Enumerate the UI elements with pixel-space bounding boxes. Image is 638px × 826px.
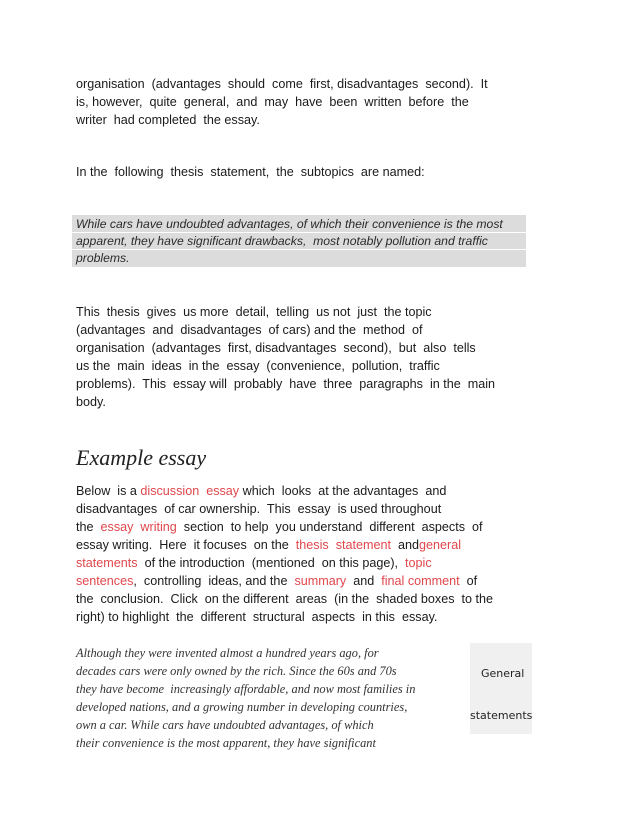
section-heading: Example essay <box>76 445 207 470</box>
intro-line: is, however, quite general, and may have been written before the <box>76 95 469 109</box>
detail-line: us the main ideas in the essay (convenience, pollution, traffic <box>76 359 440 373</box>
thesis-example-box <box>72 215 526 267</box>
subtopics-line: In the following thesis statement, the subtopics are named: <box>76 165 425 179</box>
side-box-label: General <box>481 667 525 680</box>
essay-line: Although they were invented almost a hundred years ago, for <box>76 646 379 660</box>
final-comment-link[interactable]: final comment <box>381 574 460 588</box>
body-line: the conclusion. Click on the different areas (in the shaded boxes to the <box>76 592 494 606</box>
essay-writing-link[interactable]: essay writing <box>100 520 177 534</box>
essay-line: developed nations, and a growing number in developing countries, <box>76 700 408 714</box>
summary-link[interactable]: summary <box>294 574 347 588</box>
topic-sentences-link[interactable]: sentences <box>76 574 134 588</box>
intro-line: organisation (advantages should come first, disadvantages second). It <box>76 77 488 91</box>
body-line: right) to highlight the different structural aspects in this essay. <box>76 610 438 624</box>
body-line: disadvantages of car ownership. This essay is used throughout <box>76 502 442 516</box>
detail-line: body. <box>76 395 106 409</box>
topic-sentences-link[interactable]: topic <box>405 556 432 570</box>
essay-line: their convenience is the most apparent, they have significant <box>76 736 376 750</box>
general-statements-link[interactable]: general <box>419 538 462 552</box>
general-statements-box[interactable] <box>470 643 532 734</box>
body-line: Below is a discussion essay which looks at the advantages and <box>76 484 447 498</box>
intro-line: writer had completed the essay. <box>76 113 260 127</box>
essay-line: decades cars were only owned by the rich. Since the 60s and 70s <box>76 664 397 678</box>
discussion-essay-link[interactable]: discussion essay <box>140 484 240 498</box>
thesis-statement-link[interactable]: thesis statement <box>295 538 391 552</box>
thesis-line: While cars have undoubted advantages, of which their convenience is the most <box>76 217 503 231</box>
side-box-label: statements <box>470 709 533 722</box>
general-statements-link[interactable]: statements <box>76 556 138 570</box>
detail-line: This thesis gives us more detail, telling us not just the topic <box>76 305 432 319</box>
body-line: statements of the introduction (mentioned on this page), topic <box>76 556 432 570</box>
essay-line: own a car. While cars have undoubted advantages, of which <box>76 718 374 732</box>
thesis-line: apparent, they have significant drawbacks, most notably pollution and traffic <box>76 234 488 248</box>
detail-line: (advantages and disadvantages of cars) and the method of <box>76 323 423 337</box>
detail-line: problems). This essay will probably have three paragraphs in the main <box>76 377 496 391</box>
body-line: the essay writing section to help you understand different aspects of <box>76 520 483 534</box>
detail-line: organisation (advantages first, disadvantages second), but also tells <box>76 341 476 355</box>
body-line: essay writing. Here it focuses on the thesis statement andgeneral <box>76 538 462 552</box>
thesis-line: problems. <box>76 251 130 265</box>
essay-line: they have become increasingly affordable, and now most families in <box>76 682 416 696</box>
body-line: sentences, controlling ideas, and the summary and final comment of <box>76 574 478 588</box>
